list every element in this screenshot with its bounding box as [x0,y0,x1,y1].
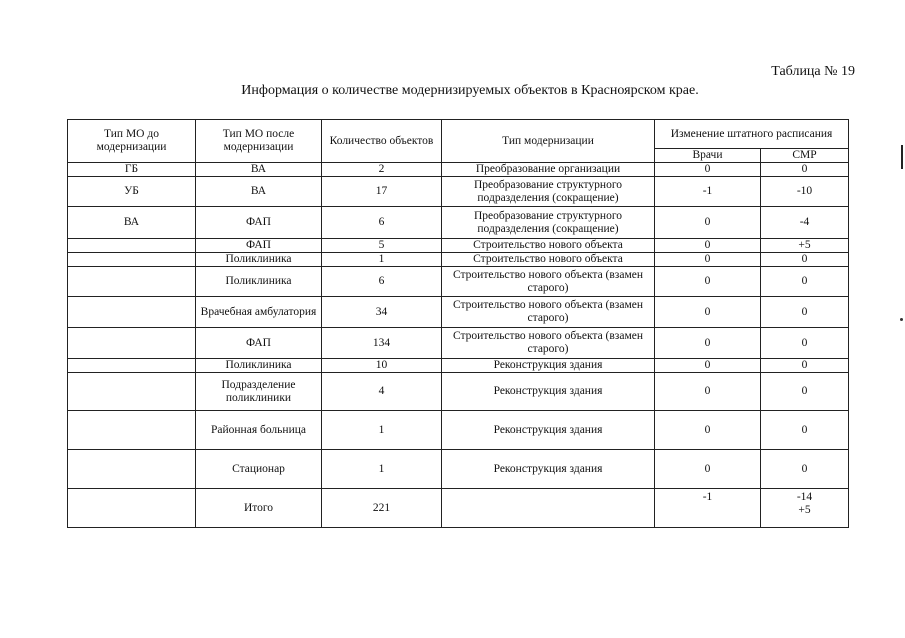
table-row [68,177,849,207]
cell-total-smr [761,489,849,528]
cell-smr: 0 [761,373,849,411]
cell-type-before [68,411,196,450]
cell-total-empty [68,489,196,528]
cell-doctors: 0 [655,411,761,450]
cell-total-mod-type-empty [442,489,655,528]
cell-smr: 0 [761,359,849,373]
table-row [68,450,849,489]
cell-doctors: 0 [655,328,761,359]
table-row [68,253,849,267]
cell-type-before [68,328,196,359]
table-row [68,239,849,253]
table-row [68,373,849,411]
cell-total-count: 221 [322,489,442,528]
cell-type-after: Подразделение поликлиники [196,373,322,411]
cell-type-after: ФАП [196,207,322,239]
cell-type-before [68,239,196,253]
cell-smr: 0 [761,297,849,328]
table-row [68,267,849,297]
header-smr: СМР [761,149,849,163]
cell-count: 6 [322,207,442,239]
table-row [68,411,849,450]
header-doctors: Врачи [655,149,761,163]
cell-type-after: Поликлиника [196,253,322,267]
cell-count: 6 [322,267,442,297]
cell-smr: -4 [761,207,849,239]
table-row [68,328,849,359]
cell-type-before [68,267,196,297]
cell-type-before [68,373,196,411]
cell-count: 1 [322,450,442,489]
table-row [68,297,849,328]
cell-count: 10 [322,359,442,373]
total-smr-value-1: -14 [796,491,813,503]
table-row [68,359,849,373]
cell-doctors: 0 [655,163,761,177]
table-row [68,207,849,239]
header-count: Количество объектов [322,120,442,163]
header-type-after: Тип МО после модернизации [196,120,322,163]
cell-type-before: УБ [68,177,196,207]
cell-mod-type: Строительство нового объекта (взамен старого) [442,297,655,328]
cell-type-after: Поликлиника [196,267,322,297]
cell-type-after: ВА [196,177,322,207]
cell-mod-type: Строительство нового объекта [442,253,655,267]
total-smr-value-2: +5 [798,504,811,516]
cell-type-after: ФАП [196,328,322,359]
cell-type-after: ФАП [196,239,322,253]
cell-count: 134 [322,328,442,359]
cell-count: 34 [322,297,442,328]
cell-smr: +5 [761,239,849,253]
cell-mod-type: Реконструкция здания [442,373,655,411]
cell-mod-type: Реконструкция здания [442,411,655,450]
cell-type-before [68,450,196,489]
cell-smr: 0 [761,450,849,489]
cell-count: 4 [322,373,442,411]
cell-count: 1 [322,411,442,450]
cell-count: 17 [322,177,442,207]
cell-type-after: Районная больница [196,411,322,450]
cell-type-after: Стационар [196,450,322,489]
cell-mod-type: Строительство нового объекта (взамен старого) [442,267,655,297]
cell-type-before [68,297,196,328]
cell-type-before [68,253,196,267]
cell-type-after: Врачебная амбулатория [196,297,322,328]
cell-smr: -10 [761,177,849,207]
cell-mod-type: Строительство нового объекта [442,239,655,253]
cell-doctors: 0 [655,267,761,297]
table-total-row [68,489,849,528]
cell-mod-type: Преобразование структурного подразделения (сокращение) [442,177,655,207]
cell-doctors: 0 [655,297,761,328]
cell-smr: 0 [761,267,849,297]
cell-type-before [68,359,196,373]
cell-type-before: ГБ [68,163,196,177]
cell-doctors: 0 [655,239,761,253]
cell-doctors: 0 [655,207,761,239]
cell-type-before: ВА [68,207,196,239]
cell-total-label: Итого [196,489,322,528]
cell-doctors: -1 [655,177,761,207]
cell-smr: 0 [761,163,849,177]
header-type-before: Тип МО до модернизации [68,120,196,163]
cell-total-doctors: -1 [655,489,761,528]
header-staff-change: Изменение штатного расписания [655,120,849,149]
cell-doctors: 0 [655,450,761,489]
scan-edge-dot [900,318,903,321]
cell-count: 5 [322,239,442,253]
document-title: Информация о количестве модернизируемых объектов в Красноярском крае. [241,83,699,98]
cell-doctors: 0 [655,359,761,373]
cell-smr: 0 [761,253,849,267]
table-number-label: Таблица № 19 [771,64,855,79]
cell-count: 2 [322,163,442,177]
cell-mod-type: Преобразование структурного подразделения (сокращение) [442,207,655,239]
modernization-table [67,119,849,528]
cell-doctors: 0 [655,253,761,267]
cell-count: 1 [322,253,442,267]
cell-mod-type: Строительство нового объекта (взамен старого) [442,328,655,359]
scan-edge-mark [901,145,903,169]
table-row [68,163,849,177]
cell-mod-type: Реконструкция здания [442,359,655,373]
cell-doctors: 0 [655,373,761,411]
cell-mod-type: Преобразование организации [442,163,655,177]
cell-type-after: ВА [196,163,322,177]
header-mod-type: Тип модернизации [442,120,655,163]
cell-type-after: Поликлиника [196,359,322,373]
cell-smr: 0 [761,328,849,359]
cell-mod-type: Реконструкция здания [442,450,655,489]
cell-smr: 0 [761,411,849,450]
